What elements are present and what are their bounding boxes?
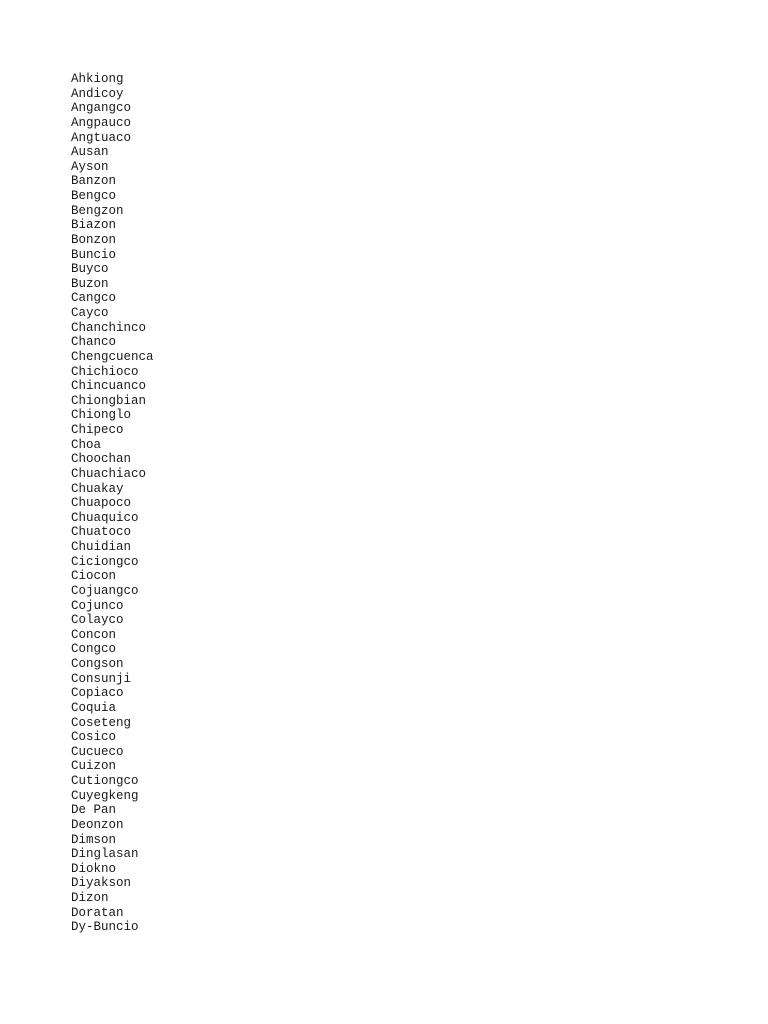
list-item: Colayco — [71, 613, 124, 628]
list-item: Cuyegkeng — [71, 788, 139, 803]
list-item: Angtuaco — [71, 130, 132, 145]
list-item: Chuaquico — [71, 510, 139, 525]
list-item: Angangco — [71, 101, 132, 116]
list-item: Doratan — [71, 905, 124, 920]
list-item: Dizon — [71, 891, 109, 905]
list-item: Chuakay — [71, 481, 124, 496]
list-item: Bonzon — [71, 232, 117, 247]
list-item: De Pan — [71, 803, 117, 818]
list-item: Chuatoco — [71, 525, 132, 540]
list-item: Ciocon — [71, 569, 117, 584]
list-item: Deonzon — [71, 817, 124, 832]
list-item: Diokno — [71, 861, 117, 876]
list-item: Andicoy — [71, 86, 124, 101]
list-item: Ausan — [71, 145, 109, 160]
list-item: Cucueco — [71, 744, 124, 759]
list-item: Chengcuenca — [71, 349, 154, 364]
surname-list — [71, 72, 154, 935]
list-item: Consunji — [71, 671, 132, 686]
list-item: Chionglo — [71, 408, 132, 423]
list-item: Banzon — [71, 174, 117, 189]
list-item: Buyco — [71, 262, 109, 277]
list-item: Dy-Buncio — [71, 920, 139, 935]
list-item: Chipeco — [71, 423, 124, 437]
list-item: Chuidian — [71, 540, 132, 554]
list-item: Chanco — [71, 335, 117, 350]
list-item: Chuapoco — [71, 496, 132, 511]
list-item: Bengco — [71, 189, 117, 203]
list-item: Dimson — [71, 832, 117, 847]
list-item: Chincuanco — [71, 379, 147, 394]
list-item: Cojunco — [71, 598, 124, 613]
list-item: Buncio — [71, 247, 117, 262]
list-item: Cuizon — [71, 759, 117, 774]
list-item: Diyakson — [71, 876, 132, 891]
list-item: Dinglasan — [71, 847, 139, 862]
list-item: Congson — [71, 657, 124, 671]
list-item: Ahkiong — [71, 72, 124, 86]
list-item: Cutiongco — [71, 774, 139, 788]
list-item: Angpauco — [71, 115, 132, 130]
list-item: Chichioco — [71, 364, 139, 379]
list-item: Cosico — [71, 730, 117, 745]
list-item: Cayco — [71, 306, 109, 320]
list-item: Coseteng — [71, 715, 132, 730]
list-item: Congco — [71, 642, 117, 657]
list-item: Choa — [71, 437, 102, 452]
list-item: Biazon — [71, 218, 117, 233]
list-item: Cangco — [71, 291, 117, 306]
list-item: Chanchinco — [71, 320, 147, 335]
list-item: Bengzon — [71, 203, 124, 218]
list-item: Choochan — [71, 452, 132, 467]
list-item: Chuachiaco — [71, 466, 147, 481]
list-item: Ciciongco — [71, 554, 139, 569]
list-item: Cojuangco — [71, 583, 139, 598]
list-item: Buzon — [71, 276, 109, 291]
list-item: Concon — [71, 627, 117, 642]
list-item: Ayson — [71, 159, 109, 174]
list-item: Copiaco — [71, 686, 124, 701]
list-item: Chiongbian — [71, 393, 147, 408]
list-item: Coquia — [71, 700, 117, 715]
